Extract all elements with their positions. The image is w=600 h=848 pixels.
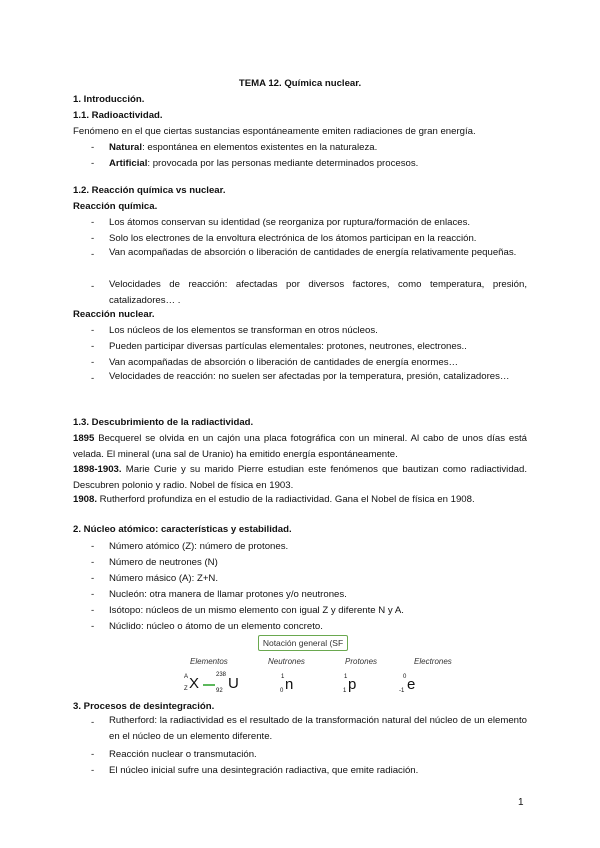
u-symbol: U xyxy=(228,675,239,692)
page-number: 1 xyxy=(518,797,524,808)
bullet-dash: - xyxy=(91,557,95,568)
list-item: Solo los electrones de la envoltura electrónica de los átomos participan en la reacción. xyxy=(109,233,477,244)
text: Becquerel se olvida en un cajón una placa fotográfica con un mineral. Al cabo de unos días está velada. El mineral (una sal de Uranio) ha emitido energía espontáneamente. xyxy=(73,433,527,460)
bullet-dash: - xyxy=(91,142,95,153)
u-mass-number: 238 xyxy=(216,672,227,678)
label-elementos: Elementos xyxy=(190,657,228,666)
x-mass-number: A xyxy=(184,674,189,680)
section-1-1-heading: 1.1. Radioactividad. xyxy=(73,110,163,121)
list-item: Pueden participar diversas partículas elementales: protones, neutrones, electrones.. xyxy=(109,341,467,352)
paragraph-1908 xyxy=(73,494,475,506)
bullet-dash: - xyxy=(91,621,95,632)
list-item: Número másico (A): Z+N. xyxy=(109,573,219,584)
radioactividad-definition: Fenómeno en el que ciertas sustancias espontáneamente emiten radiaciones de gran energía. xyxy=(73,126,476,137)
bullet-dash: - xyxy=(91,605,95,616)
reaccion-quimica-label: Reacción química. xyxy=(73,201,158,212)
list-item: Velocidades de reacción: no suelen ser afectadas por la temperatura, presión, catalizadores… xyxy=(109,371,510,382)
bullet-dash: - xyxy=(91,249,95,260)
list-item: El núcleo inicial sufre una desintegración radiactiva, que emite radiación. xyxy=(109,765,419,776)
bullet-dash: - xyxy=(91,373,95,384)
list-item: Rutherford: la radiactividad es el resultado de la transformación natural del núcleo de un elemento en el núcleo de un elemento diferente. xyxy=(109,715,527,742)
list-item: Van acompañadas de absorción o liberación de cantidades de energía enormes… xyxy=(109,357,459,368)
reaccion-nuclear-label: Reacción nuclear. xyxy=(73,309,155,320)
year: 1895 xyxy=(73,433,95,444)
year: 1908. xyxy=(73,494,98,505)
desc: : espontánea en elementos existentes en la naturaleza. xyxy=(142,142,378,153)
bullet-dash: - xyxy=(91,217,95,228)
text: Rutherford profundiza en el estudio de la radiactividad. Gana el Nobel de física en 1908. xyxy=(97,494,475,505)
list-item: Los núcleos de los elementos se transforman en otros núcleos. xyxy=(109,325,378,336)
bullet-dash: - xyxy=(91,589,95,600)
bullet-dash: - xyxy=(91,357,95,368)
bullet-dash: - xyxy=(91,281,95,292)
list-item: Velocidades de reacción: afectadas por diversos factores, como temperatura, presión, catalizadores… . xyxy=(109,279,527,306)
section-1-2-heading: 1.2. Reacción química vs nuclear. xyxy=(73,185,226,196)
label-neutrones: Neutrones xyxy=(268,657,305,666)
bullet-dash: - xyxy=(91,717,95,728)
notation-general-box: Notación general (SF xyxy=(258,635,348,651)
desc: : provocada por las personas mediante determinados procesos. xyxy=(147,158,419,169)
bullet-dash: - xyxy=(91,749,95,760)
p-symbol: p xyxy=(348,676,357,693)
n-mass-number: 1 xyxy=(281,674,285,680)
x-atomic-number: Z xyxy=(184,686,188,692)
bullet-dash: - xyxy=(91,541,95,552)
section-1-3-heading: 1.3. Descubrimiento de la radiactividad. xyxy=(73,417,254,428)
e-mass-number: 0 xyxy=(403,674,407,680)
list-item: Los átomos conservan su identidad (se reorganiza por ruptura/formación de enlaces. xyxy=(109,217,471,228)
x-symbol: X xyxy=(189,675,200,692)
u-atomic-number: 92 xyxy=(216,688,223,694)
term: Artificial xyxy=(109,158,148,169)
paragraph-1898 xyxy=(73,462,527,494)
e-symbol: e xyxy=(407,676,416,693)
e-atomic-number: -1 xyxy=(399,688,405,694)
label-electrones: Electrones xyxy=(414,657,452,666)
p-mass-number: 1 xyxy=(344,674,348,680)
n-symbol: n xyxy=(285,676,294,693)
term: Natural xyxy=(109,142,143,153)
section-3-heading: 3. Procesos de desintegración. xyxy=(73,701,215,712)
list-item-artificial xyxy=(109,158,418,170)
list-item: Van acompañadas de absorción o liberación de cantidades de energía relativamente pequeñas. xyxy=(109,247,517,258)
p-atomic-number: 1 xyxy=(343,688,347,694)
list-item: Número de neutrones (N) xyxy=(109,557,218,568)
list-item-natural xyxy=(109,142,377,154)
paragraph-1895 xyxy=(73,431,527,463)
dash-separator xyxy=(203,684,215,686)
text: Marie Curie y su marido Pierre estudian este fenómenos que bautizan como radiactividad. Descubren polonio y radio. Nobel de física en 1903. xyxy=(73,464,527,491)
year: 1898-1903. xyxy=(73,464,122,475)
list-item: Reacción nuclear o transmutación. xyxy=(109,749,257,760)
list-item: Número atómico (Z): número de protones. xyxy=(109,541,289,552)
bullet-dash: - xyxy=(91,158,95,169)
section-1-heading: 1. Introducción. xyxy=(73,94,145,105)
list-item: Núclido: núcleo o átomo de un elemento concreto. xyxy=(109,621,323,632)
section-2-heading: 2. Núcleo atómico: características y estabilidad. xyxy=(73,524,292,535)
n-atomic-number: 0 xyxy=(280,688,284,694)
list-item: Isótopo: núcleos de un mismo elemento con igual Z y diferente N y A. xyxy=(109,605,404,616)
label-protones: Protones xyxy=(345,657,378,666)
bullet-dash: - xyxy=(91,765,95,776)
bullet-dash: - xyxy=(91,325,95,336)
bullet-dash: - xyxy=(91,233,95,244)
bullet-dash: - xyxy=(91,573,95,584)
bullet-dash: - xyxy=(91,341,95,352)
page-title: TEMA 12. Química nuclear. xyxy=(238,78,362,89)
list-item: Nucleón: otra manera de llamar protones y/o neutrones. xyxy=(109,589,347,600)
